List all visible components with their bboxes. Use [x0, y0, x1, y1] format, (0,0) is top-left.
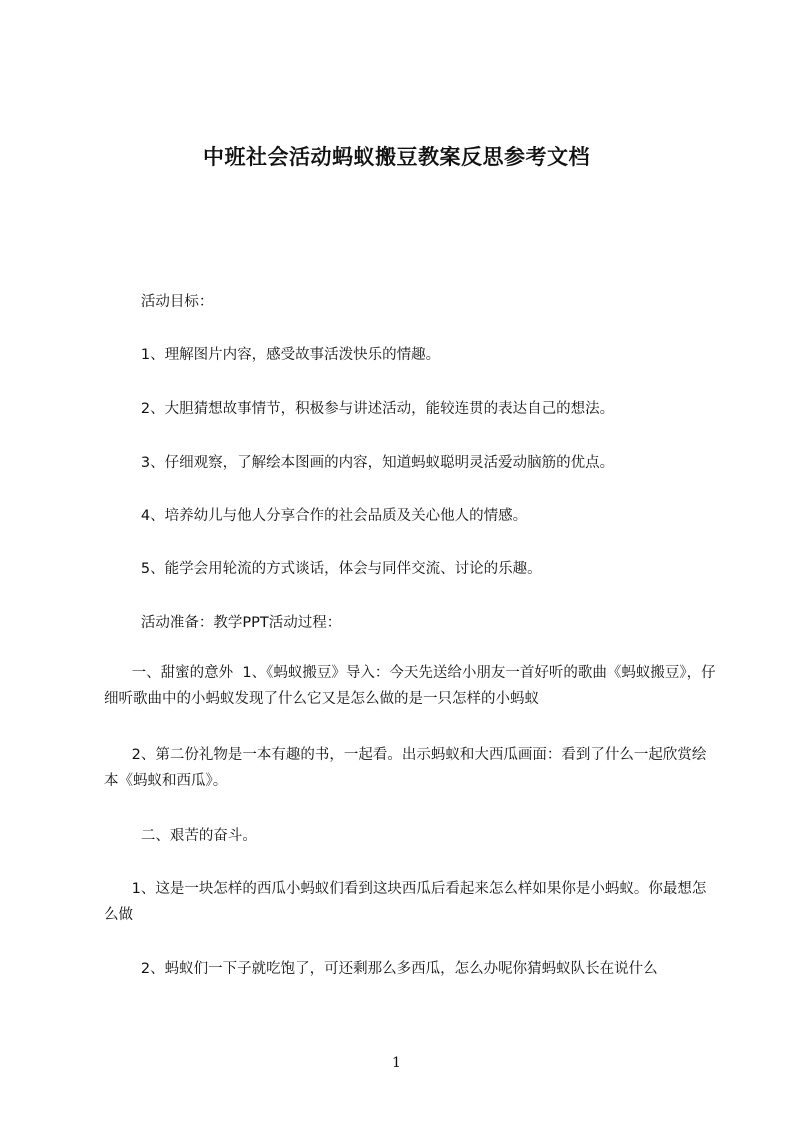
page-number: 1 — [392, 1055, 401, 1071]
paragraph-section-2-heading: 二、艰苦的奋斗。 — [104, 828, 257, 844]
paragraph-objectives-heading: 活动目标： — [104, 294, 214, 310]
paragraph-section-1-step-2: 2、第二份礼物是一本有趣的书，一起看。出示蚂蚁和大西瓜画面：看到了什么一起欣赏绘本《蚂蚁和西瓜》。 — [104, 747, 707, 789]
paragraph-objective-3: 3、仔细观察，了解绘本图画的内容，知道蚂蚁聪明灵活爱动脑筋的优点。 — [104, 455, 615, 471]
document-title: 中班社会活动蚂蚁搬豆教案反思参考文档 — [203, 145, 590, 169]
paragraph-objective-1: 1、理解图片内容，感受故事活泼快乐的情趣。 — [104, 347, 441, 363]
paragraph-section-2-step-2: 2、蚂蚁们一下子就吃饱了，可还剩那么多西瓜，怎么办呢你猜蚂蚁队长在说什么 — [104, 961, 658, 977]
paragraph-objective-5: 5、能学会用轮流的方式谈话，体会与同伴交流、讨论的乐趣。 — [104, 561, 542, 577]
paragraph-objective-4: 4、培养幼儿与他人分享合作的社会品质及关心他人的情感。 — [104, 508, 528, 524]
paragraph-objective-2: 2、大胆猜想故事情节，积极参与讲述活动，能较连贯的表达自己的想法。 — [104, 401, 615, 417]
paragraph-section-2-step-1: 1、这是一块怎样的西瓜小蚂蚁们看到这块西瓜后看起来怎么样如果你是小蚂蚁。你最想怎么做 — [104, 881, 707, 923]
paragraph-preparation: 活动准备：教学PPT活动过程： — [104, 615, 342, 631]
paragraph-section-1: 一、甜蜜的意外 1、《蚂蚁搬豆》导入：今天先送给小朋友一首好听的歌曲《蚂蚁搬豆》，仔细听歌曲中的小蚂蚁发现了什么它又是怎么做的是一只怎样的小蚂蚁 — [104, 665, 716, 707]
